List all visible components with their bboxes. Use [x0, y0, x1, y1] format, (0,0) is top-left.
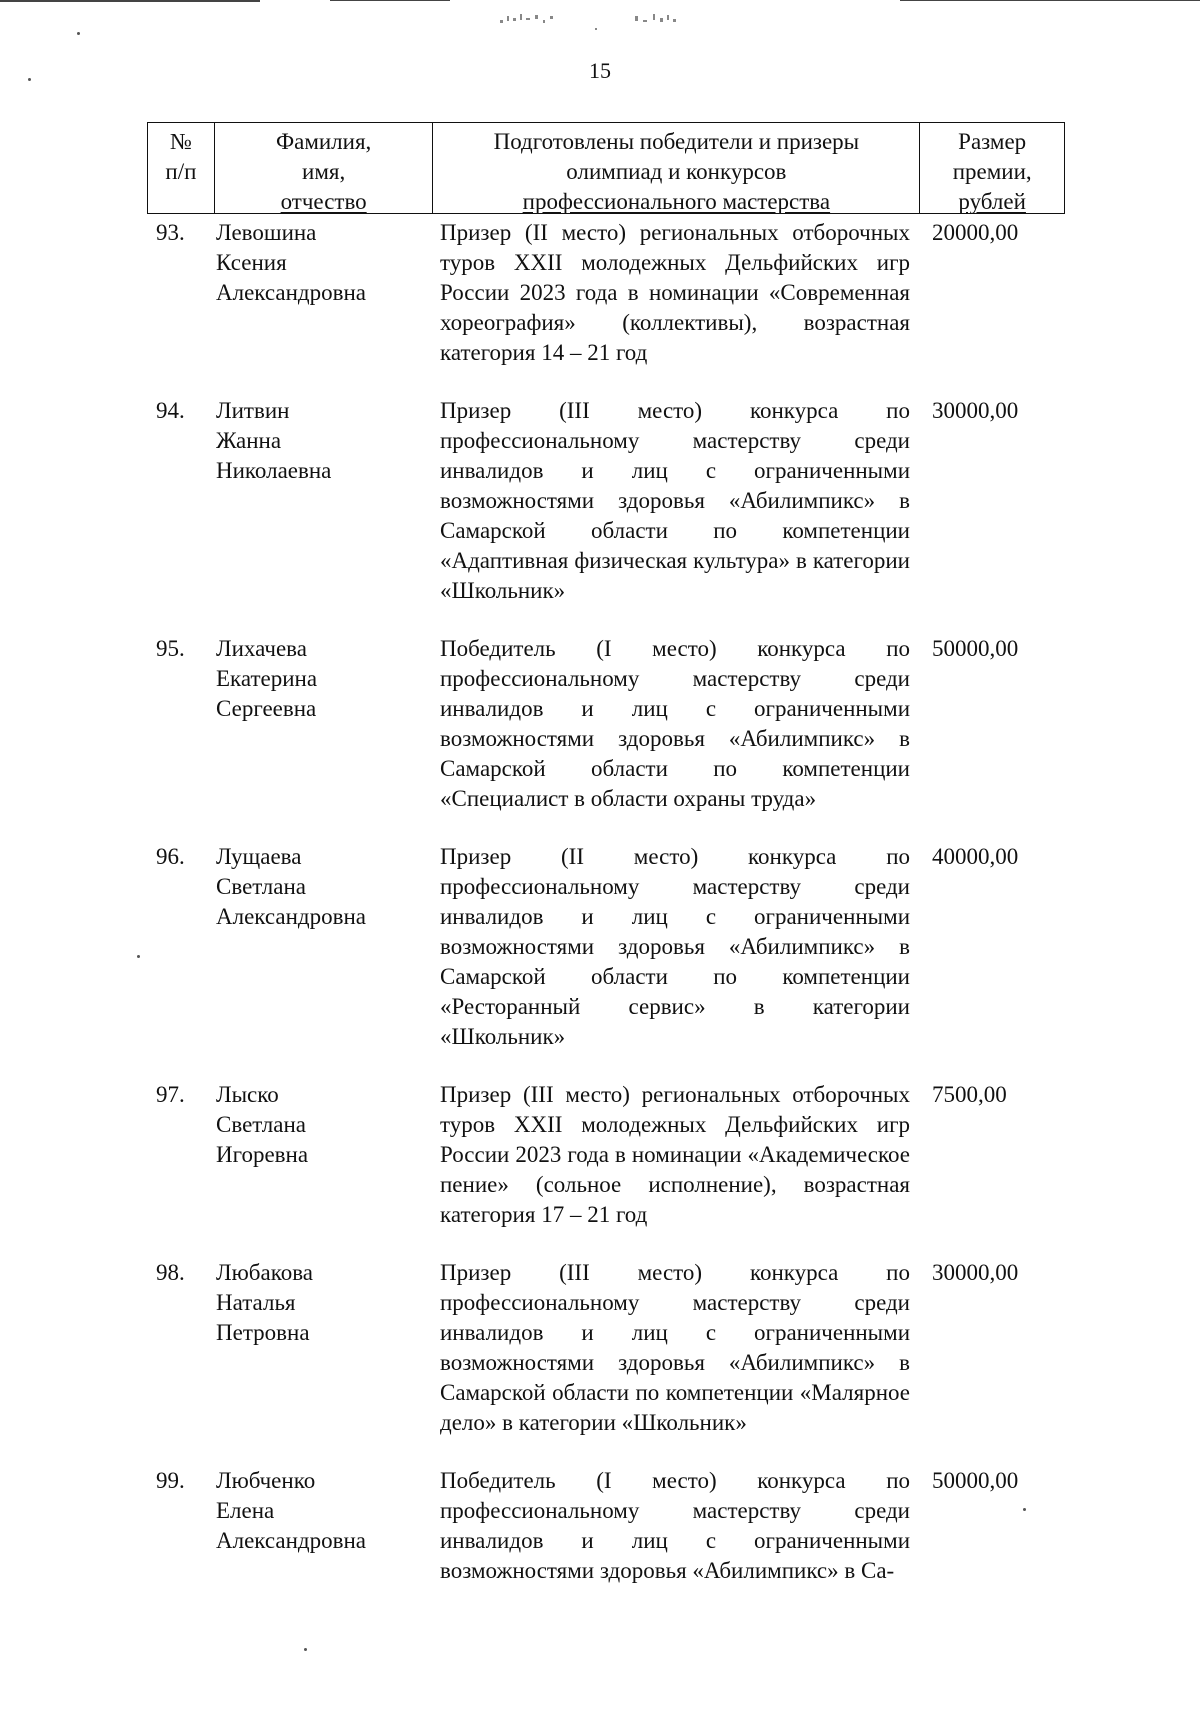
table-row — [147, 634, 1065, 814]
table-row — [147, 842, 1065, 1052]
row-description: Призер (II место) конкурса по профессиональному мастерству среди инвалидов и лиц с ограниченными возможностями здоровья «Абилимпикс» в Самарской области по компетенции «Ресторанный сервис» в категории «Школьник» — [440, 844, 910, 1049]
row-amount: 50000,00 — [932, 636, 1019, 661]
row-person-name: Лущаева Светлана Александровна — [216, 844, 366, 929]
scan-edge-line — [0, 0, 260, 2]
table-header — [147, 122, 1065, 214]
scan-edge-line — [900, 0, 1200, 1]
row-amount: 50000,00 — [932, 1468, 1019, 1493]
header-desc: Подготовлены победители и призеры олимпиад и конкурсов профессионального мастерства — [433, 123, 920, 213]
row-person-name: Любакова Наталья Петровна — [216, 1260, 313, 1345]
table-row — [147, 1080, 1065, 1230]
table-row — [147, 1466, 1065, 1586]
row-number: 99. — [156, 1468, 185, 1493]
row-description: Призер (III место) региональных отборочных туров XXII молодежных Дельфийских игр России 2023 года в номинации «Академическое пение» (сольное исполнение), возрастная категория 17 – 21 год — [440, 1082, 910, 1227]
row-person-name: Литвин Жанна Николаевна — [216, 398, 332, 483]
row-description: Победитель (I место) конкурса по профессиональному мастерству среди инвалидов и лиц с ограниченными возможностями здоровья «Абилимпикс» в Самарской области по компетенции «Специалист в области охраны труда» — [440, 636, 910, 811]
row-person-name: Любченко Елена Александровна — [216, 1468, 366, 1553]
table-row — [147, 218, 1065, 368]
scan-speck — [304, 1648, 307, 1651]
row-number: 98. — [156, 1260, 185, 1285]
scan-speck — [77, 32, 80, 35]
row-number: 95. — [156, 636, 185, 661]
table-row — [147, 396, 1065, 606]
scan-speck — [137, 955, 140, 958]
row-person-name: Лыско Светлана Игоревна — [216, 1082, 309, 1167]
row-amount: 30000,00 — [932, 398, 1019, 423]
row-person-name: Лихачева Екатерина Сергеевна — [216, 636, 318, 721]
row-amount: 20000,00 — [932, 220, 1019, 245]
table-row — [147, 1258, 1065, 1438]
row-number: 93. — [156, 220, 185, 245]
row-amount: 30000,00 — [932, 1260, 1019, 1285]
header-num: № п/п — [148, 123, 215, 213]
scan-noise-mark — [495, 6, 725, 34]
row-number: 94. — [156, 398, 185, 423]
row-description: Призер (III место) конкурса по профессиональному мастерству среди инвалидов и лиц с ограниченными возможностями здоровья «Абилимпикс» в Самарской области по компетенции «Адаптивная физическая культура» в категории «Школьник» — [440, 398, 910, 603]
row-number: 96. — [156, 844, 185, 869]
table-body — [147, 218, 1065, 1614]
page-number: 15 — [589, 58, 611, 83]
row-description: Призер (II место) региональных отборочных туров XXII молодежных Дельфийских игр России 2023 года в номинации «Современная хореография» (коллективы), возрастная категория 14 – 21 год — [440, 220, 910, 365]
row-person-name: Левошина Ксения Александровна — [216, 220, 366, 305]
row-number: 97. — [156, 1082, 185, 1107]
header-name: Фамилия, имя, отчество — [215, 123, 434, 213]
row-amount: 7500,00 — [932, 1082, 1007, 1107]
row-amount: 40000,00 — [932, 844, 1019, 869]
header-amount: Размер премии, рублей — [952, 129, 1032, 214]
row-description: Победитель (I место) конкурса по профессиональному мастерству среди инвалидов и лиц с ограниченными возможностями здоровья «Абилимпикс» в Са- — [440, 1468, 910, 1583]
row-description: Призер (III место) конкурса по профессиональному мастерству среди инвалидов и лиц с ограниченными возможностями здоровья «Абилимпикс» в Самарской области по компетенции «Малярное дело» в категории «Школьник» — [440, 1260, 910, 1435]
scan-edge-line — [330, 0, 450, 1]
